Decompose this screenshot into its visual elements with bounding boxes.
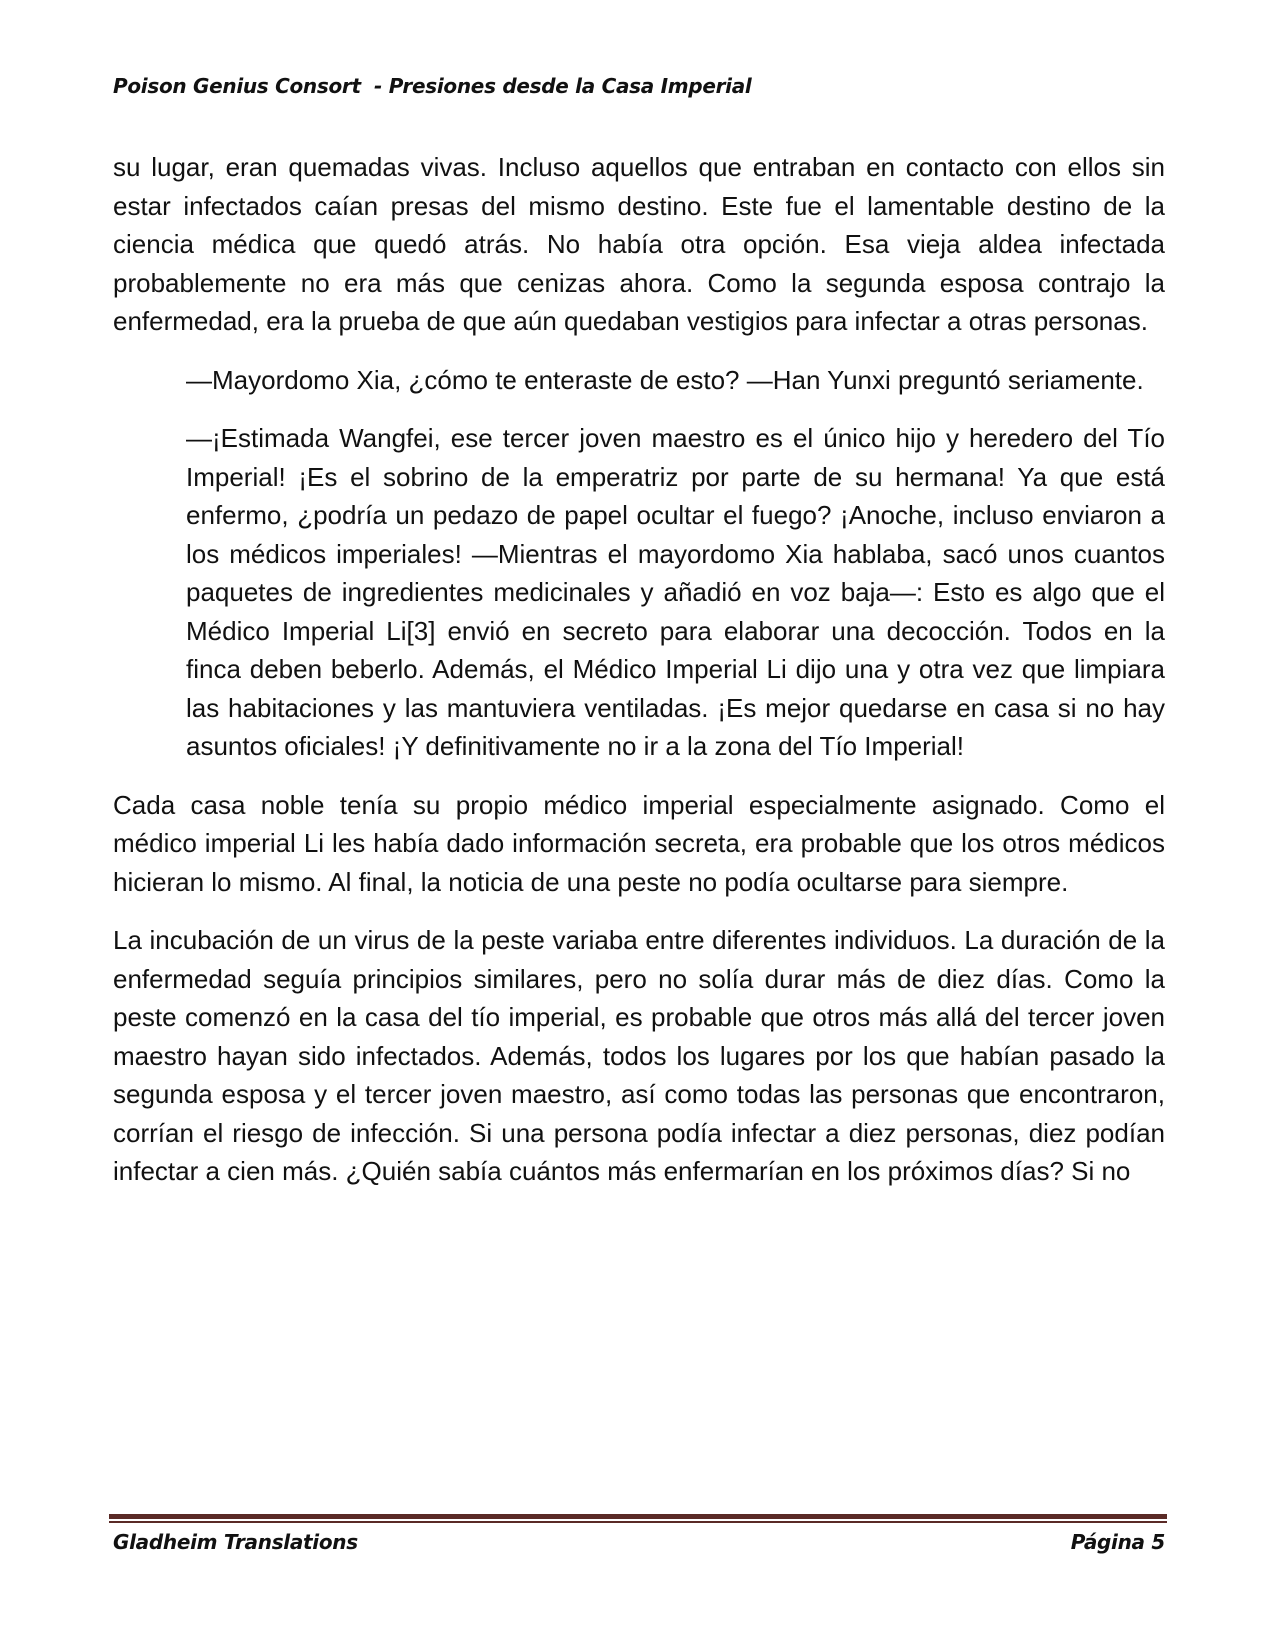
footer-divider-thick (109, 1514, 1167, 1519)
body-paragraph-1: su lugar, eran quemadas vivas. Incluso aquellos que entraban en contacto con ellos sin estar infectados caían presas del mismo destino. Este fue el lamentable destino de la ciencia médica que quedó atrás. No había otra opción. Esa vieja aldea infectada probablemente no era más que cenizas ahora. Como la segunda esposa contrajo la enfermedad, era la prueba de que aún quedaban vestigios para infectar a otras personas. (113, 152, 1165, 336)
body-paragraph-3: La incubación de un virus de la peste variaba entre diferentes individuos. La duración de la enfermedad seguía principios similares, pero no solía durar más de diez días. Como la peste comenzó en la casa del tío imperial, es probable que otros más allá del tercer joven maestro hayan sido infectados. Además, todos los lugares por los que habían pasado la segunda esposa y el tercer joven maestro, así como todas las personas que encontraron, corrían el riesgo de infección. Si una persona podía infectar a diez personas, diez podían infectar a cien más. ¿Quién sabía cuántos más enfermarían en los próximos días? Si no (113, 925, 1165, 1186)
body-paragraph-2: Cada casa noble tenía su propio médico imperial especialmente asignado. Como el médico imperial Li les había dado información secreta, era probable que los otros médicos hicieran lo mismo. Al final, la noticia de una peste no podía ocultarse para siempre. (113, 789, 1165, 897)
dialogue-paragraph-1: —Mayordomo Xia, ¿cómo te enteraste de esto? —Han Yunxi preguntó seriamente. (186, 364, 1144, 395)
footer-page-number: Página 5 (1070, 1530, 1165, 1554)
footer-divider-thin (109, 1521, 1167, 1523)
page-body (113, 148, 1165, 1211)
footer-publisher: Gladheim Translations (113, 1530, 358, 1554)
dialogue-paragraph-2: —¡Estimada Wangfei, ese tercer joven maestro es el único hijo y heredero del Tío Imperial! ¡Es el sobrino de la emperatriz por parte de su hermana! Ya que está enfermo, ¿podría un pedazo de papel ocultar el fuego? ¡Anoche, incluso enviaron a los médicos imperiales! —Mientras el mayordomo Xia hablaba, sacó unos cuantos paquetes de ingredientes medicinales y añadió en voz baja—: Esto es algo que el Médico Imperial Li[3] envió en secreto para elaborar una decocción. Todos en la finca deben beberlo. Además, el Médico Imperial Li dijo una y otra vez que limpiara las habitaciones y las mantuviera ventiladas. ¡Es mejor quedarse en casa si no hay asuntos oficiales! ¡Y definitivamente no ir a la zona del Tío Imperial! (186, 423, 1165, 761)
page-header-title: Poison Genius Consort - Presiones desde la Casa Imperial (113, 74, 752, 98)
